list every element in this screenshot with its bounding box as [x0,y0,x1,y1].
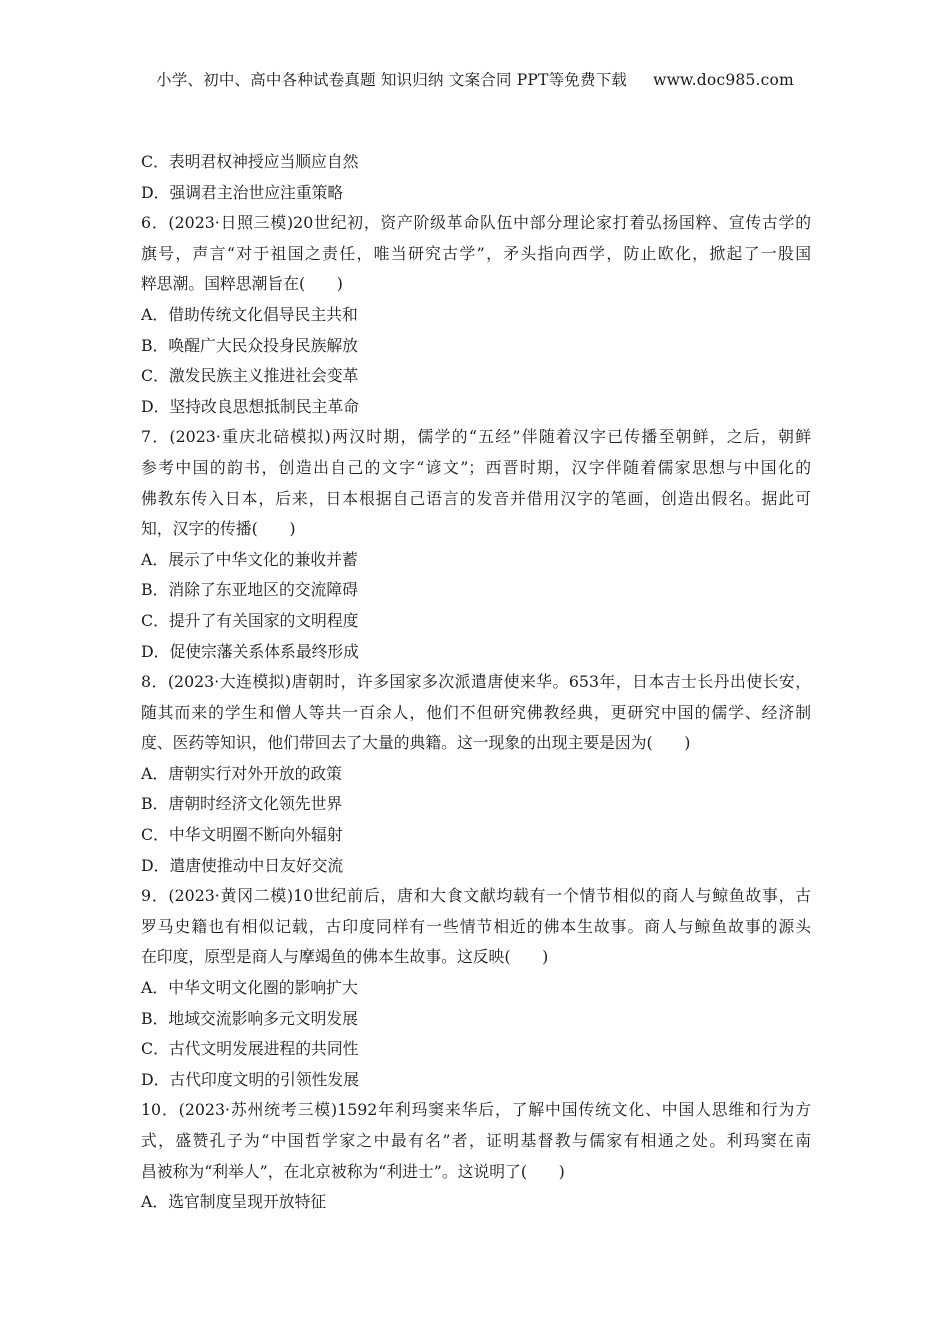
answer-option: D．坚持改良思想抵制民主革命 [141,396,360,416]
question-text-line: 度、医药等知识，他们带回去了大量的典籍。这一现象的出现主要是因为( ) [141,733,691,753]
question-text-line: 粹思潮。国粹思潮旨在( ) [141,274,343,294]
answer-option: C．中华文明圈不断向外辐射 [141,825,343,845]
question-text-line: 式，盛赞孔子为“中国哲学家之中最有名”者，证明基督教与儒家有相通之处。利玛窦在南 [141,1131,811,1150]
question-text-line: 8．(2023·大连模拟)唐朝时，许多国家多次派遣唐使来华。653年，日本吉士长丹出使长安， [141,672,811,692]
answer-option: D．遣唐使推动中日友好交流 [141,855,344,875]
question-text-line: 知，汉字的传播( ) [141,519,296,539]
question-text-line: 9．(2023·黄冈二模)10世纪前后，唐和大食文献均载有一个情节相似的商人与鲸鱼故事，古 [141,886,811,906]
answer-option: D．古代印度文明的引领性发展 [141,1069,360,1089]
answer-option: C．表明君权神授应当顺应自然 [141,152,359,171]
question-text-line: 10．(2023·苏州统考三模)1592年利玛窦来华后，了解中国传统文化、中国人思维和行为方 [141,1100,811,1120]
answer-option: C．激发民族主义推进社会变革 [141,366,359,386]
answer-option: C．古代文明发展进程的共同性 [141,1039,359,1059]
question-text-line: 随其而来的学生和僧人等共一百余人，他们不但研究佛教经典，更研究中国的儒学、经济制 [141,702,811,722]
question-text-line: 7．(2023·重庆北碚模拟)两汉时期，儒学的“五经”伴随着汉字已传播至朝鲜，之后，朝鲜 [141,427,811,447]
answer-option: D．强调君主治世应注重策略 [141,182,344,202]
answer-option: A．中华文明文化圈的影响扩大 [141,978,358,998]
answer-option: A．唐朝实行对外开放的政策 [141,763,342,783]
question-text-line: 旗号，声言“对于祖国之责任，唯当研究古学”，矛头指向西学，防止欧化，掀起了一股国 [141,243,811,263]
header-site-link[interactable]: www.doc985.com [653,71,794,89]
question-text-line: 在印度，原型是商人与摩竭鱼的佛本生故事。这反映( ) [141,947,549,967]
answer-option: A．选官制度呈现开放特征 [141,1192,327,1212]
answer-option: A．展示了中华文化的兼收并蓄 [141,549,358,569]
exam-content [141,147,811,1218]
question-text-line: 罗马史籍也有相似记载，古印度同样有一些情节相近的佛本生故事。商人与鲸鱼故事的源头 [141,916,811,936]
answer-option: B．消除了东亚地区的交流障碍 [141,580,358,600]
answer-option: C．提升了有关国家的文明程度 [141,610,359,630]
question-text-line: 昌被称为“利举人”，在北京被称为“利进士”。这说明了( ) [141,1161,565,1181]
answer-option: A．借助传统文化倡导民主共和 [141,304,358,324]
question-text-line: 6．(2023·日照三模)20世纪初，资产阶级革命队伍中部分理论家打着弘扬国粹、宣传古学的 [141,213,811,233]
answer-option: B．唤醒广大民众投身民族解放 [141,335,358,355]
answer-option: D．促使宗藩关系体系最终形成 [141,641,360,661]
question-text-line: 参考中国的韵书，创造出自己的文字“谚文”；西晋时期，汉字伴随着儒家思想与中国化的 [141,457,811,477]
page-header [0,68,950,90]
answer-option: B．地域交流影响多元文明发展 [141,1008,358,1028]
question-text-line: 佛教东传入日本，后来，日本根据自己语言的发音并借用汉字的笔画，创造出假名。据此可 [141,488,811,508]
header-promo-text: 小学、初中、高中各种试卷真题 知识归纳 文案合同 PPT等免费下载 [156,71,628,89]
answer-option: B．唐朝时经济文化领先世界 [141,794,343,814]
